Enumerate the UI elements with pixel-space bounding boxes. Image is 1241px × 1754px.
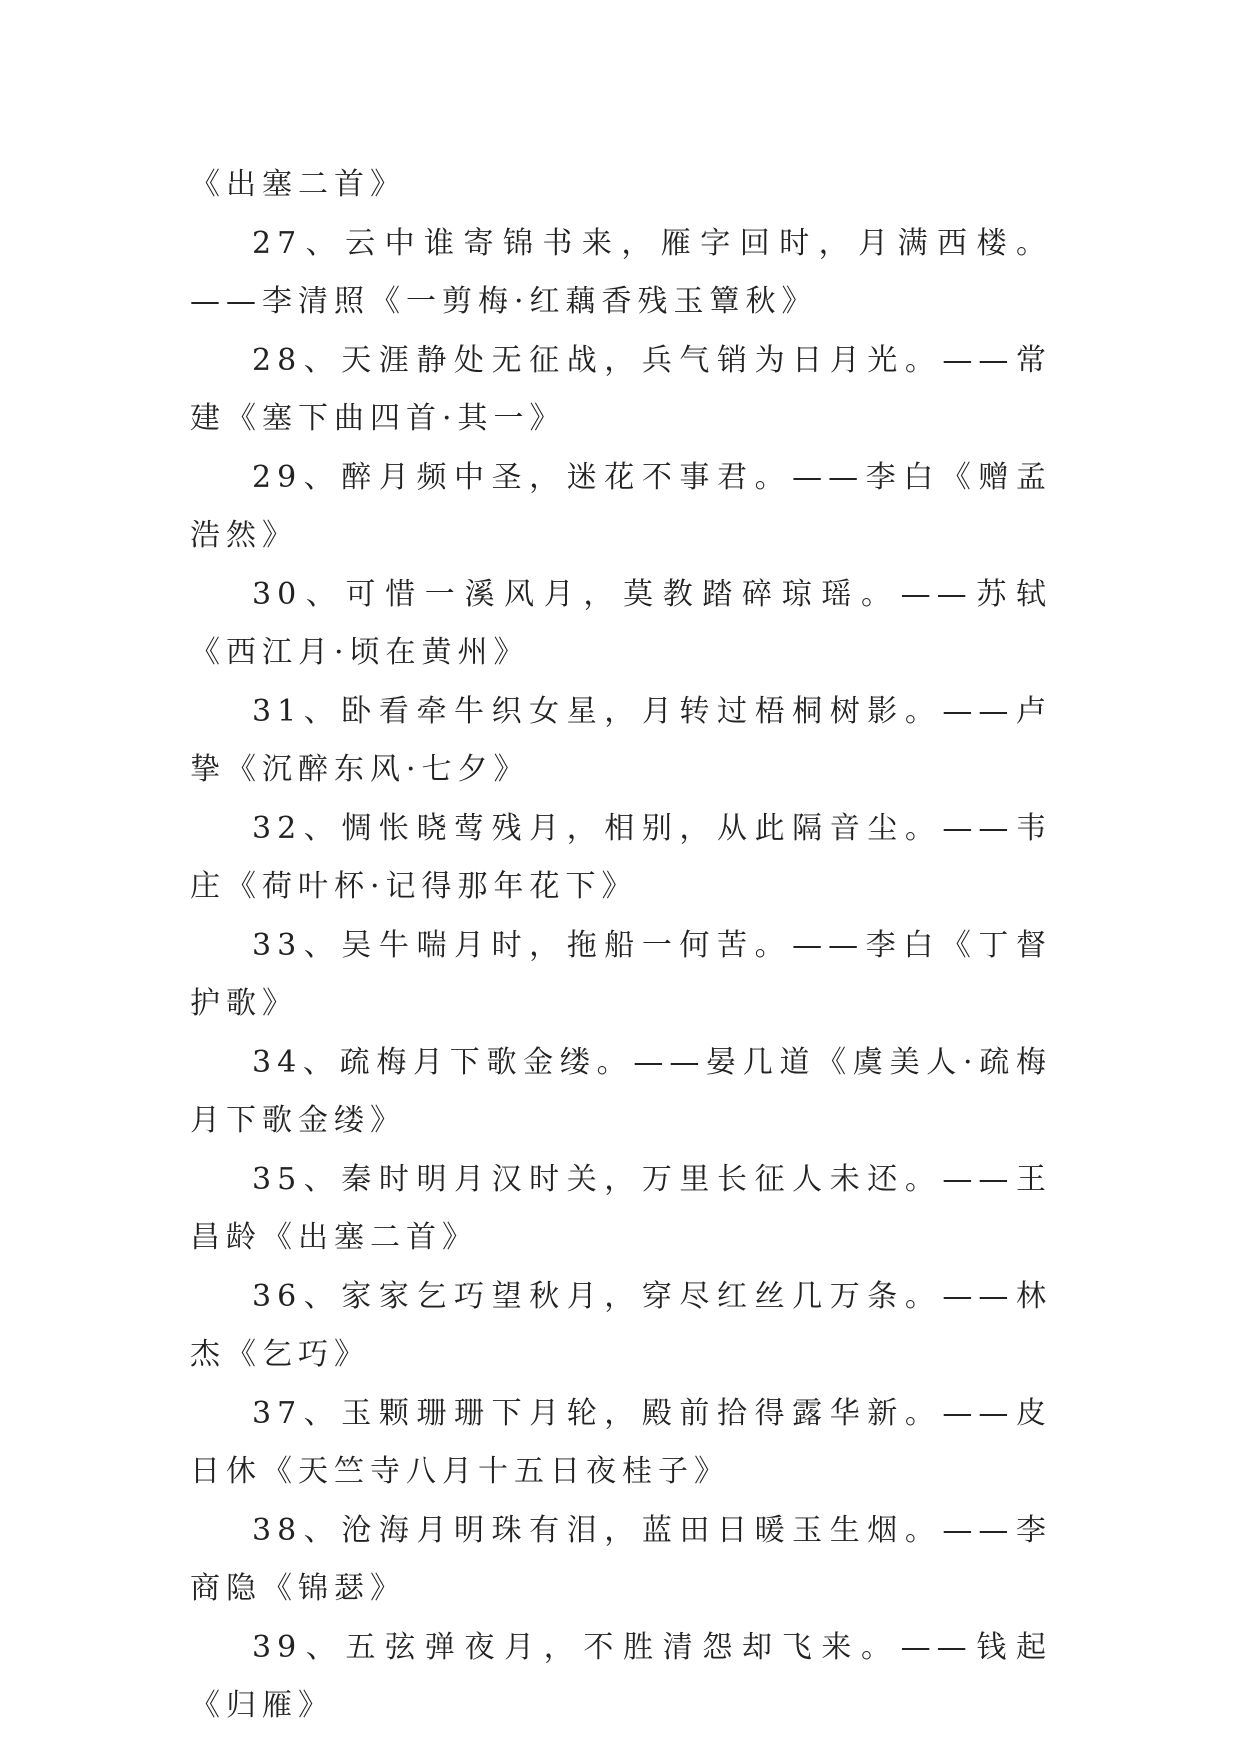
- paragraph: 27、云中谁寄锦书来，雁字回时，月满西楼。——李清照《一剪梅·红藕香残玉簟秋》: [190, 225, 1052, 319]
- paragraph: 38、沧海月明珠有泪，蓝田日暖玉生烟。——李商隐《锦瑟》: [190, 1512, 1052, 1606]
- paragraph: 34、疏梅月下歌金缕。——晏几道《虞美人·疏梅月下歌金缕》: [190, 1044, 1052, 1138]
- paragraph: 39、五弦弹夜月，不胜清怨却飞来。——钱起《归雁》: [190, 1629, 1052, 1723]
- paragraph: 28、天涯静处无征战，兵气销为日月光。——常建《塞下曲四首·其一》: [190, 342, 1052, 436]
- paragraph: 33、吴牛喘月时，拖船一何苦。——李白《丁督护歌》: [190, 927, 1052, 1021]
- paragraph: 30、可惜一溪风月，莫教踏碎琼瑶。——苏轼《西江月·顷在黄州》: [190, 576, 1052, 670]
- document-body: [190, 156, 1052, 1736]
- paragraph: 《出塞二首》: [190, 167, 406, 202]
- paragraph: 36、家家乞巧望秋月，穿尽红丝几万条。——林杰《乞巧》: [190, 1278, 1052, 1372]
- paragraph: 29、醉月频中圣，迷花不事君。——李白《赠孟浩然》: [190, 459, 1052, 553]
- paragraph: 37、玉颗珊珊下月轮，殿前拾得露华新。——皮日休《天竺寺八月十五日夜桂子》: [190, 1395, 1052, 1489]
- paragraph: 35、秦时明月汉时关，万里长征人未还。——王昌龄《出塞二首》: [190, 1161, 1052, 1255]
- paragraph: 32、惆怅晓莺残月，相别，从此隔音尘。——韦庄《荷叶杯·记得那年花下》: [190, 810, 1052, 904]
- paragraph: 31、卧看牵牛织女星，月转过梧桐树影。——卢挚《沉醉东风·七夕》: [190, 693, 1052, 787]
